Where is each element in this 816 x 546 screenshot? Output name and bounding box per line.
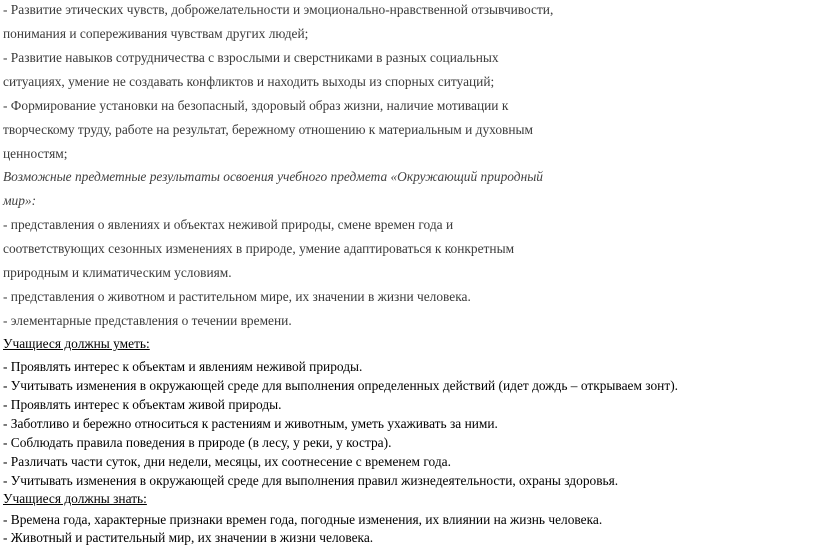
text-line: - Развитие этических чувств, доброжелательности и эмоционально-нравственной отзывчивости,: [3, 2, 554, 17]
subject-results-heading-cont: мир»:: [3, 193, 37, 208]
list-item: - Животный и растительный мир, их значении в жизни человека.: [3, 530, 374, 545]
subject-results-heading: Возможные предметные результаты освоения учебного предмета «Окружающий природный: [3, 169, 543, 184]
text-line: ситуациях, умение не создавать конфликтов и находить выходы из спорных ситуаций;: [3, 74, 495, 89]
list-item: - Учитывать изменения в окружающей среде для выполнения определенных действий (идет дождь – открываем зонт).: [3, 378, 679, 393]
text-line: - представления о животном и растительном мире, их значении в жизни человека.: [3, 289, 471, 304]
text-line: ценностям;: [3, 146, 68, 161]
list-item: - Различать части суток, дни недели, месяцы, их соотнесение с временем года.: [3, 454, 451, 469]
text-line: - Развитие навыков сотрудничества с взрослыми и сверстниками в разных социальных: [3, 50, 499, 65]
text-line: - представления о явлениях и объектах неживой природы, смене времен года и: [3, 217, 454, 232]
list-item: - Времена года, характерные признаки времен года, погодные изменения, их влиянии на жизнь человека.: [3, 512, 603, 527]
text-line: природным и климатическим условиям.: [3, 265, 232, 280]
text-line: понимания и сопереживания чувствам других людей;: [3, 26, 309, 41]
list-item: - Заботливо и бережно относиться к растениям и животным, уметь ухаживать за ними.: [3, 416, 498, 431]
list-item: - Учитывать изменения в окружающей среде для выполнения правил жизнедеятельности, охраны здоровья.: [3, 473, 619, 488]
list-item: - Проявлять интерес к объектам живой природы.: [3, 397, 282, 412]
list-item: - Соблюдать правила поведения в природе (в лесу, у реки, у костра).: [3, 435, 392, 450]
text-line: соответствующих сезонных изменениях в природе, умение адаптироваться к конкретным: [3, 241, 515, 256]
text-line: творческому труду, работе на результат, бережному отношению к материальным и духовным: [3, 122, 533, 137]
must-be-able-heading: Учащиеся должны уметь:: [3, 336, 150, 351]
text-line: - Формирование установки на безопасный, здоровый образ жизни, наличие мотивации к: [3, 98, 509, 113]
text-line: - элементарные представления о течении времени.: [3, 313, 292, 328]
must-know-heading: Учащиеся должны знать:: [3, 491, 147, 506]
list-item: - Проявлять интерес к объектам и явлениям неживой природы.: [3, 359, 363, 374]
